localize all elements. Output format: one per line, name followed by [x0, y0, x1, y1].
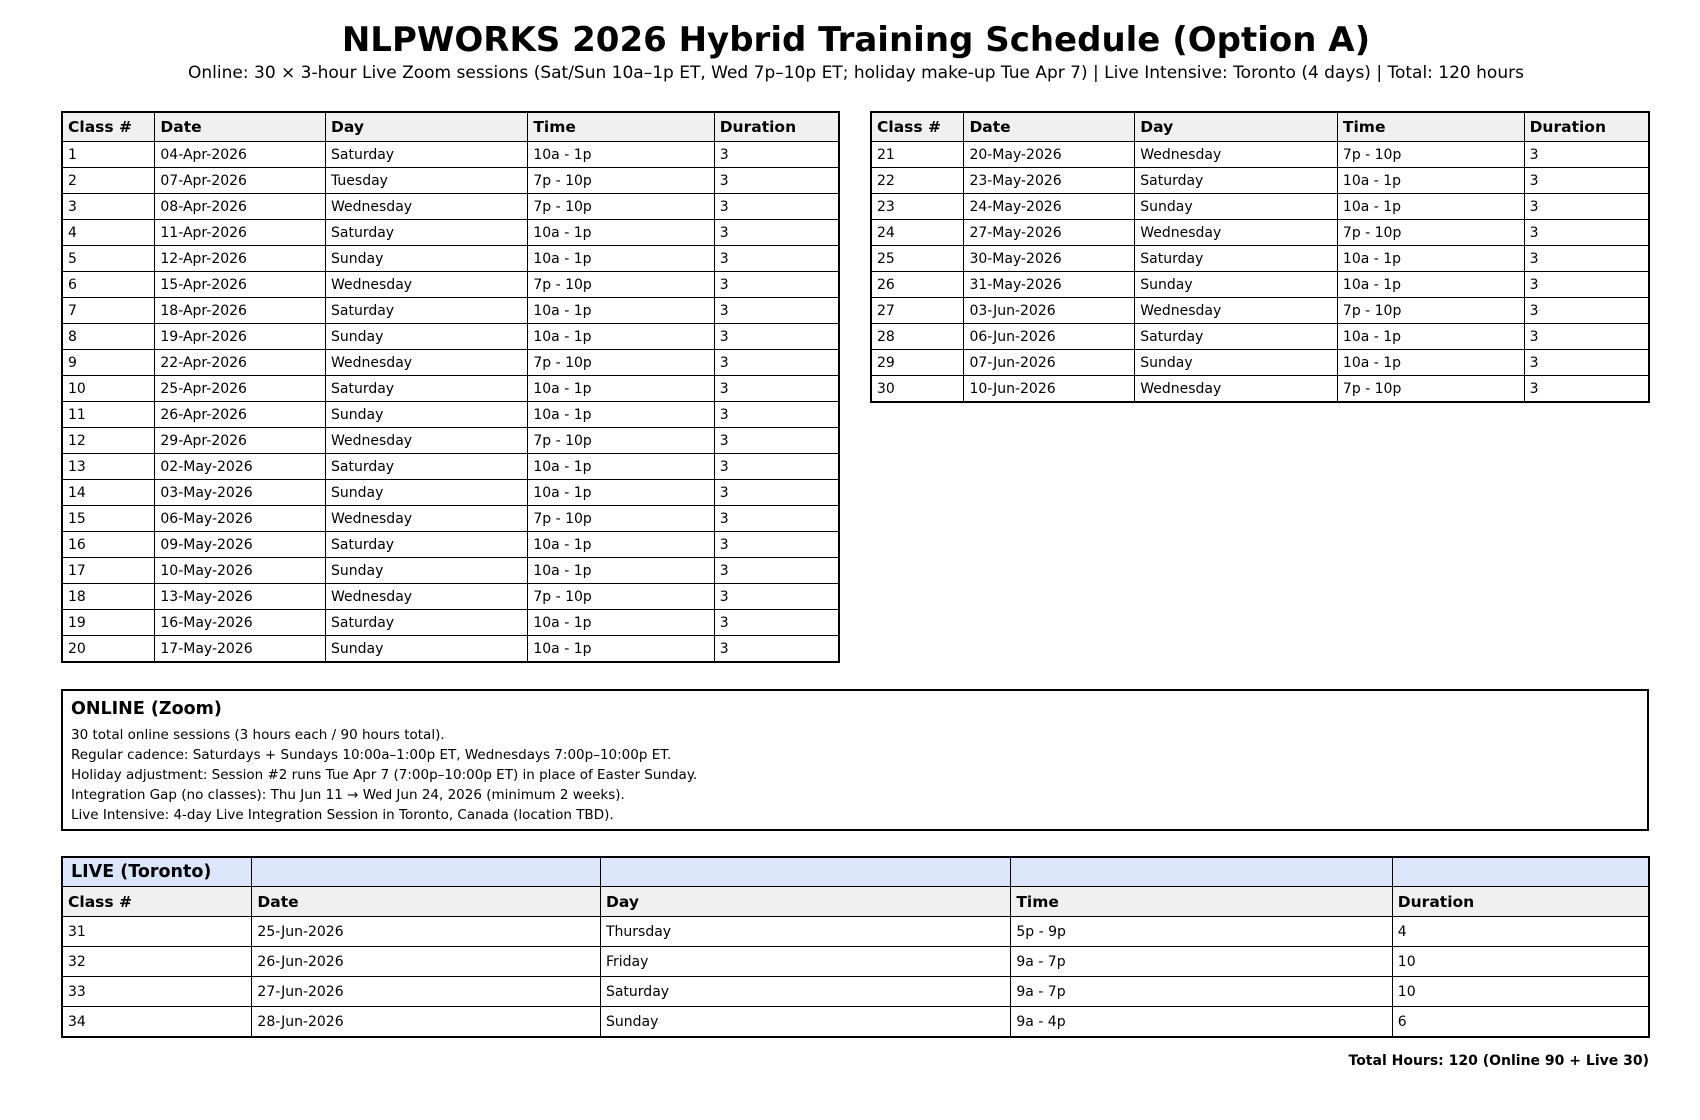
- table-row: [871, 350, 1649, 376]
- column-header: Day: [326, 112, 528, 142]
- table-cell: 02-May-2026: [155, 454, 326, 480]
- table-cell: Wednesday: [1135, 298, 1338, 324]
- table-cell: 3: [1524, 168, 1649, 194]
- table-cell: 9a - 7p: [1011, 977, 1392, 1007]
- table-cell: 3: [714, 350, 839, 376]
- table-cell: 10a - 1p: [1337, 350, 1524, 376]
- table-cell: 10a - 1p: [1337, 246, 1524, 272]
- table-cell: 10a - 1p: [1337, 272, 1524, 298]
- table-row: [62, 532, 839, 558]
- table-cell: 15: [62, 506, 155, 532]
- table-cell: Saturday: [326, 454, 528, 480]
- table-cell: 22-Apr-2026: [155, 350, 326, 376]
- table-cell: 3: [714, 142, 839, 168]
- table-row: [62, 402, 839, 428]
- table-row: [62, 298, 839, 324]
- table-row: [62, 947, 1649, 977]
- table-cell: 27-Jun-2026: [252, 977, 601, 1007]
- table-cell: 9: [62, 350, 155, 376]
- table-row: [871, 272, 1649, 298]
- table-cell: 7: [62, 298, 155, 324]
- table-cell: 3: [714, 298, 839, 324]
- table-cell: Wednesday: [326, 506, 528, 532]
- table-cell: 10a - 1p: [528, 142, 714, 168]
- note-line: Regular cadence: Saturdays + Sundays 10:00a–1:00p ET, Wednesdays 7:00p–10:00p ET.: [71, 747, 672, 763]
- table-cell: 28-Jun-2026: [252, 1007, 601, 1038]
- table-cell: 24: [871, 220, 964, 246]
- table-cell: 03-Jun-2026: [964, 298, 1135, 324]
- table-header-row: [871, 112, 1649, 142]
- table-cell: 7p - 10p: [528, 584, 714, 610]
- table-cell: 17: [62, 558, 155, 584]
- table-cell: 31: [62, 917, 252, 947]
- table-cell: 34: [62, 1007, 252, 1038]
- table-cell: 27: [871, 298, 964, 324]
- table-cell: 26: [871, 272, 964, 298]
- table-cell: 26-Apr-2026: [155, 402, 326, 428]
- table-cell: 4: [1392, 917, 1649, 947]
- table-cell: Sunday: [326, 402, 528, 428]
- column-header: Time: [1011, 887, 1392, 917]
- table-cell: 3: [714, 246, 839, 272]
- table-cell: 33: [62, 977, 252, 1007]
- table-cell: 06-May-2026: [155, 506, 326, 532]
- table-row: [62, 1007, 1649, 1038]
- note-line: Holiday adjustment: Session #2 runs Tue Apr 7 (7:00p–10:00p ET) in place of Easter Sunday.: [71, 767, 698, 783]
- table-cell: 23: [871, 194, 964, 220]
- empty-cell: [252, 857, 601, 887]
- online-notes-box: [61, 689, 1649, 831]
- table-row: [62, 168, 839, 194]
- table-cell: 7p - 10p: [528, 194, 714, 220]
- table-cell: Wednesday: [326, 584, 528, 610]
- table-row: [62, 454, 839, 480]
- table-cell: 3: [1524, 220, 1649, 246]
- table-row: [62, 142, 839, 168]
- table-cell: 16-May-2026: [155, 610, 326, 636]
- table-cell: 11: [62, 402, 155, 428]
- table-cell: 3: [1524, 194, 1649, 220]
- table-cell: 09-May-2026: [155, 532, 326, 558]
- table-cell: 30: [871, 376, 964, 403]
- table-cell: 5: [62, 246, 155, 272]
- table-cell: 3: [714, 376, 839, 402]
- table-cell: 03-May-2026: [155, 480, 326, 506]
- table-cell: 3: [714, 220, 839, 246]
- table-row: [871, 246, 1649, 272]
- table-cell: 30-May-2026: [964, 246, 1135, 272]
- table-cell: 7p - 10p: [528, 350, 714, 376]
- note-line: Integration Gap (no classes): Thu Jun 11 → Wed Jun 24, 2026 (minimum 2 weeks).: [71, 787, 625, 803]
- table-cell: 10a - 1p: [528, 298, 714, 324]
- table-cell: 3: [714, 558, 839, 584]
- table-cell: Sunday: [1135, 350, 1338, 376]
- page-subtitle: Online: 30 × 3-hour Live Zoom sessions (Sat/Sun 10a–1p ET, Wed 7p–10p ET; holiday make-up Tue Apr 7) | Live Intensive: Toronto (4 days) | Total: 120 hours: [188, 63, 1524, 83]
- table-cell: 5p - 9p: [1011, 917, 1392, 947]
- table-cell: Sunday: [326, 324, 528, 350]
- empty-cell: [1392, 857, 1649, 887]
- table-row: [62, 480, 839, 506]
- table-cell: 3: [1524, 350, 1649, 376]
- table-cell: 7p - 10p: [528, 272, 714, 298]
- table-cell: 7p - 10p: [528, 506, 714, 532]
- table-cell: Saturday: [1135, 168, 1338, 194]
- table-row: [62, 220, 839, 246]
- live-section-heading: LIVE (Toronto): [62, 857, 252, 887]
- table-cell: 10: [1392, 977, 1649, 1007]
- table-cell: 04-Apr-2026: [155, 142, 326, 168]
- table-cell: 07-Jun-2026: [964, 350, 1135, 376]
- table-row: [62, 324, 839, 350]
- table-row: [871, 220, 1649, 246]
- note-line: Live Intensive: 4-day Live Integration Session in Toronto, Canada (location TBD).: [71, 807, 614, 823]
- table-row: [62, 506, 839, 532]
- table-cell: Wednesday: [1135, 220, 1338, 246]
- table-cell: 21: [871, 142, 964, 168]
- table-cell: 16: [62, 532, 155, 558]
- table-cell: 10a - 1p: [528, 246, 714, 272]
- table-cell: Wednesday: [326, 272, 528, 298]
- table-cell: 3: [1524, 376, 1649, 403]
- table-cell: 10a - 1p: [1337, 194, 1524, 220]
- table-cell: 15-Apr-2026: [155, 272, 326, 298]
- table-row: [871, 298, 1649, 324]
- table-cell: 24-May-2026: [964, 194, 1135, 220]
- column-header: Date: [964, 112, 1135, 142]
- table-cell: 10: [62, 376, 155, 402]
- table-cell: 6: [62, 272, 155, 298]
- table-cell: 10a - 1p: [1337, 168, 1524, 194]
- page-title: NLPWORKS 2026 Hybrid Training Schedule (Option A): [341, 20, 1371, 60]
- table-cell: 7p - 10p: [1337, 376, 1524, 403]
- table-header-row: [62, 887, 1649, 917]
- empty-cell: [600, 857, 1010, 887]
- table-cell: 3: [714, 584, 839, 610]
- notes-heading: ONLINE (Zoom): [71, 699, 222, 719]
- table-cell: 7p - 10p: [1337, 142, 1524, 168]
- table-cell: Saturday: [326, 376, 528, 402]
- table-cell: Wednesday: [326, 350, 528, 376]
- table-cell: 10a - 1p: [528, 558, 714, 584]
- table-cell: 3: [714, 636, 839, 663]
- table-cell: Thursday: [600, 917, 1010, 947]
- table-cell: 25: [871, 246, 964, 272]
- table-cell: 22: [871, 168, 964, 194]
- table-row: [871, 194, 1649, 220]
- column-header: Time: [1337, 112, 1524, 142]
- table-cell: Saturday: [600, 977, 1010, 1007]
- table-cell: Sunday: [326, 480, 528, 506]
- column-header: Day: [600, 887, 1010, 917]
- table-cell: 7p - 10p: [1337, 220, 1524, 246]
- table-cell: 13-May-2026: [155, 584, 326, 610]
- table-cell: Wednesday: [326, 428, 528, 454]
- table-cell: 10a - 1p: [528, 324, 714, 350]
- table-cell: Sunday: [326, 246, 528, 272]
- table-cell: 10a - 1p: [528, 376, 714, 402]
- table-cell: 25-Jun-2026: [252, 917, 601, 947]
- table-cell: 19: [62, 610, 155, 636]
- table-row: [62, 272, 839, 298]
- online-schedule-table-1: [61, 111, 840, 663]
- table-cell: Wednesday: [1135, 376, 1338, 403]
- column-header: Time: [528, 112, 714, 142]
- table-cell: 10a - 1p: [528, 532, 714, 558]
- table-cell: 3: [1524, 272, 1649, 298]
- table-cell: 4: [62, 220, 155, 246]
- table-cell: Saturday: [326, 142, 528, 168]
- table-cell: 3: [1524, 246, 1649, 272]
- table-cell: 3: [1524, 324, 1649, 350]
- table-cell: Wednesday: [1135, 142, 1338, 168]
- table-cell: Wednesday: [326, 194, 528, 220]
- table-cell: 28: [871, 324, 964, 350]
- table-cell: 7p - 10p: [528, 428, 714, 454]
- table-cell: 10: [1392, 947, 1649, 977]
- table-cell: 1: [62, 142, 155, 168]
- table-cell: 19-Apr-2026: [155, 324, 326, 350]
- online-schedule-table-2: [870, 111, 1650, 403]
- table-cell: 8: [62, 324, 155, 350]
- table-cell: 3: [714, 532, 839, 558]
- empty-cell: [1011, 857, 1392, 887]
- table-header-row: [62, 112, 839, 142]
- table-row: [62, 610, 839, 636]
- table-cell: Sunday: [600, 1007, 1010, 1038]
- table-row: [62, 917, 1649, 947]
- table-cell: 6: [1392, 1007, 1649, 1038]
- table-cell: 29-Apr-2026: [155, 428, 326, 454]
- table-cell: 20: [62, 636, 155, 663]
- table-cell: 9a - 7p: [1011, 947, 1392, 977]
- table-cell: 07-Apr-2026: [155, 168, 326, 194]
- table-row: [62, 350, 839, 376]
- table-cell: 12-Apr-2026: [155, 246, 326, 272]
- table-cell: 7p - 10p: [528, 168, 714, 194]
- table-cell: 3: [714, 324, 839, 350]
- table-cell: 10a - 1p: [528, 454, 714, 480]
- table-cell: 3: [714, 194, 839, 220]
- table-cell: Saturday: [326, 532, 528, 558]
- live-schedule-table: [61, 856, 1650, 1038]
- table-cell: Friday: [600, 947, 1010, 977]
- table-cell: 3: [714, 402, 839, 428]
- table-cell: 27-May-2026: [964, 220, 1135, 246]
- table-row: [62, 428, 839, 454]
- table-cell: 12: [62, 428, 155, 454]
- column-header: Date: [155, 112, 326, 142]
- column-header: Duration: [1524, 112, 1649, 142]
- table-row: [62, 558, 839, 584]
- table-cell: 10-Jun-2026: [964, 376, 1135, 403]
- column-header: Date: [252, 887, 601, 917]
- column-header: Class #: [62, 112, 155, 142]
- table-cell: 10a - 1p: [528, 220, 714, 246]
- live-section-row: [62, 857, 1649, 887]
- table-cell: 3: [714, 506, 839, 532]
- table-cell: 3: [714, 454, 839, 480]
- table-cell: Saturday: [326, 298, 528, 324]
- table-cell: 3: [714, 168, 839, 194]
- table-cell: Saturday: [1135, 324, 1338, 350]
- table-cell: 20-May-2026: [964, 142, 1135, 168]
- table-cell: 3: [714, 480, 839, 506]
- table-cell: 3: [714, 428, 839, 454]
- table-cell: 9a - 4p: [1011, 1007, 1392, 1038]
- table-cell: 13: [62, 454, 155, 480]
- table-cell: 18: [62, 584, 155, 610]
- table-cell: 7p - 10p: [1337, 298, 1524, 324]
- table-cell: Saturday: [326, 220, 528, 246]
- note-line: 30 total online sessions (3 hours each / 90 hours total).: [71, 727, 445, 743]
- table-row: [871, 376, 1649, 403]
- column-header: Class #: [871, 112, 964, 142]
- table-cell: Sunday: [1135, 272, 1338, 298]
- table-cell: 32: [62, 947, 252, 977]
- table-row: [62, 376, 839, 402]
- table-cell: 23-May-2026: [964, 168, 1135, 194]
- column-header: Day: [1135, 112, 1338, 142]
- table-cell: 10a - 1p: [528, 402, 714, 428]
- table-row: [871, 142, 1649, 168]
- column-header: Duration: [714, 112, 839, 142]
- table-cell: 3: [1524, 298, 1649, 324]
- table-cell: 06-Jun-2026: [964, 324, 1135, 350]
- table-cell: 3: [714, 610, 839, 636]
- table-cell: 10a - 1p: [528, 480, 714, 506]
- table-cell: 29: [871, 350, 964, 376]
- table-row: [871, 168, 1649, 194]
- table-cell: Saturday: [1135, 246, 1338, 272]
- table-row: [62, 246, 839, 272]
- table-cell: Sunday: [1135, 194, 1338, 220]
- table-cell: 3: [1524, 142, 1649, 168]
- table-cell: 26-Jun-2026: [252, 947, 601, 977]
- table-cell: 14: [62, 480, 155, 506]
- table-cell: Tuesday: [326, 168, 528, 194]
- table-cell: 08-Apr-2026: [155, 194, 326, 220]
- table-cell: 10a - 1p: [528, 636, 714, 663]
- table-cell: 31-May-2026: [964, 272, 1135, 298]
- table-cell: 10a - 1p: [528, 610, 714, 636]
- table-cell: 17-May-2026: [155, 636, 326, 663]
- table-cell: 25-Apr-2026: [155, 376, 326, 402]
- total-hours: Total Hours: 120 (Online 90 + Live 30): [1348, 1053, 1649, 1069]
- table-row: [871, 324, 1649, 350]
- table-cell: 3: [62, 194, 155, 220]
- column-header: Duration: [1392, 887, 1649, 917]
- table-cell: Sunday: [326, 636, 528, 663]
- table-cell: Sunday: [326, 558, 528, 584]
- table-cell: 10a - 1p: [1337, 324, 1524, 350]
- table-row: [62, 977, 1649, 1007]
- table-cell: 11-Apr-2026: [155, 220, 326, 246]
- table-cell: Saturday: [326, 610, 528, 636]
- table-row: [62, 194, 839, 220]
- table-row: [62, 636, 839, 663]
- table-cell: 18-Apr-2026: [155, 298, 326, 324]
- column-header: Class #: [62, 887, 252, 917]
- table-cell: 2: [62, 168, 155, 194]
- table-row: [62, 584, 839, 610]
- table-cell: 3: [714, 272, 839, 298]
- table-cell: 10-May-2026: [155, 558, 326, 584]
